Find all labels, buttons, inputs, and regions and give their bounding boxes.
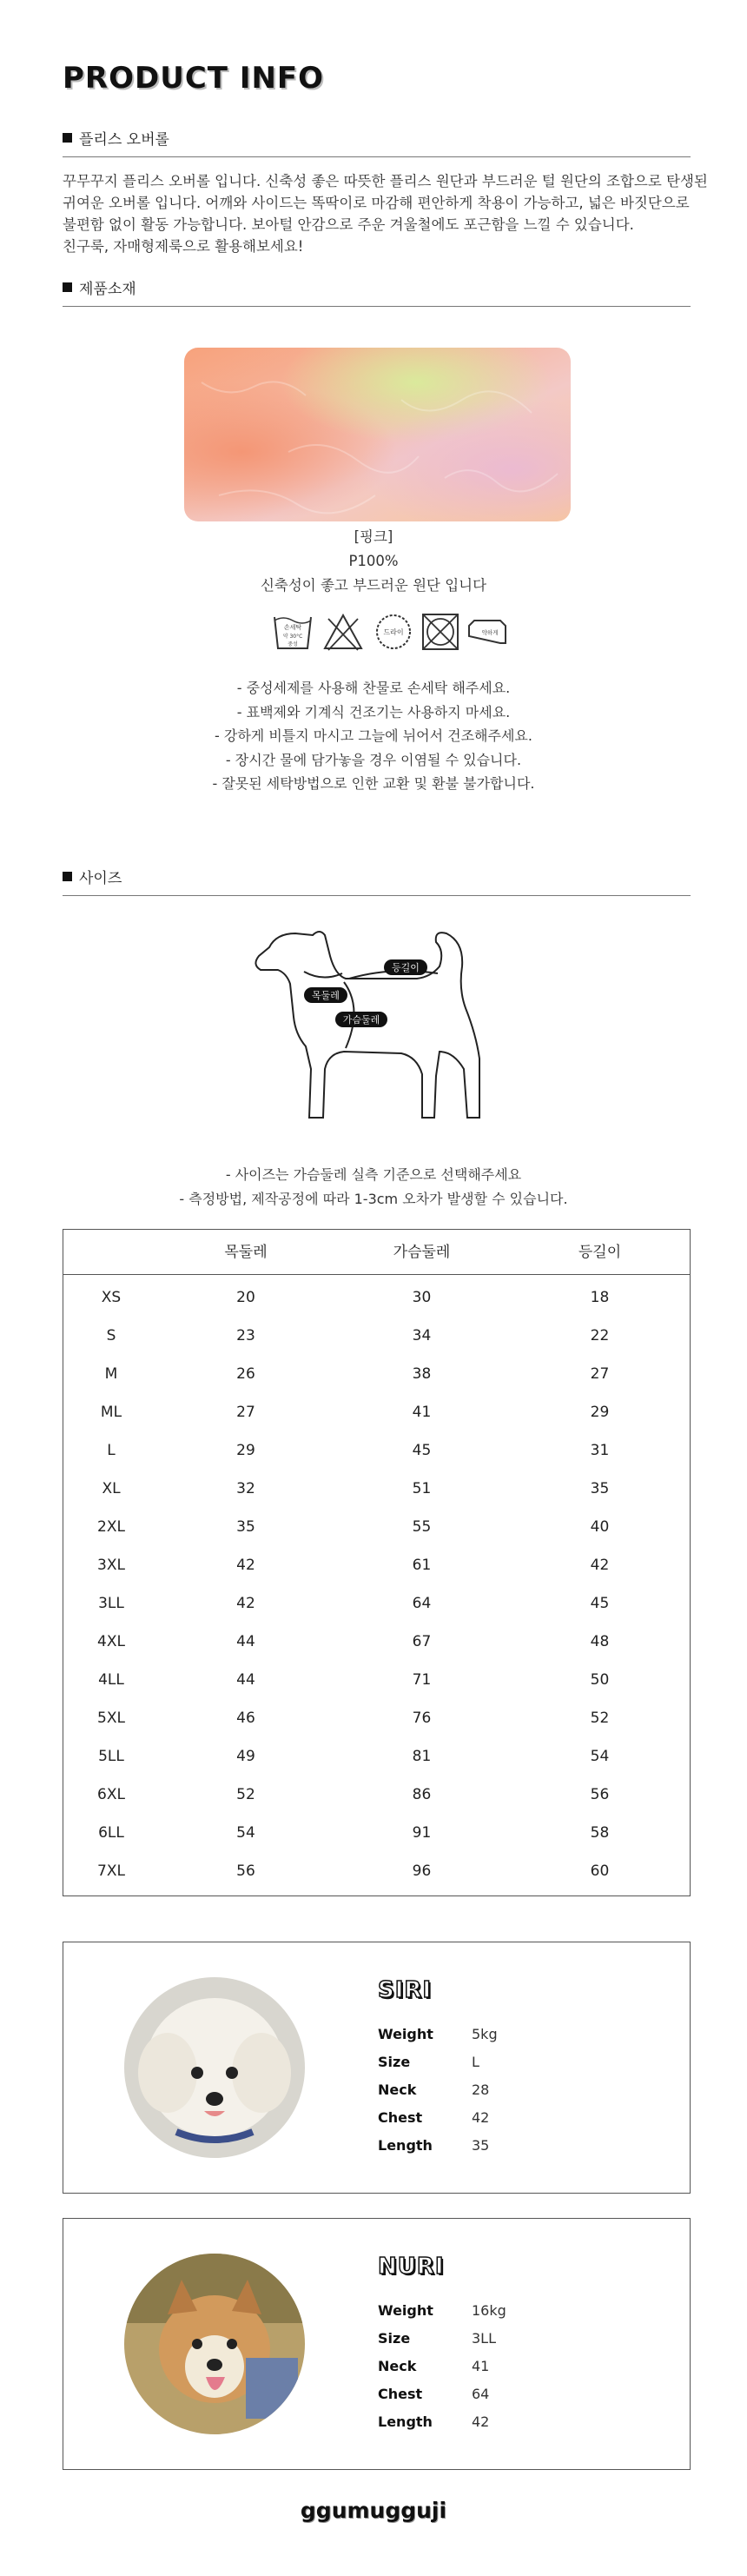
square-bullet-icon: [63, 282, 72, 292]
value-cell: 61: [412, 1557, 432, 1574]
spec-key: Size: [378, 2330, 411, 2347]
value-cell: 40: [590, 1518, 610, 1536]
care-note: - 중성세제를 사용해 찬물로 손세탁 해주세요.: [236, 680, 511, 696]
spec-row: [378, 2413, 569, 2433]
value-cell: 44: [236, 1671, 255, 1689]
square-bullet-icon: [63, 872, 72, 881]
section-heading-label: 제품소재: [79, 281, 136, 298]
value-cell: 42: [590, 1557, 610, 1574]
product-description: [63, 170, 708, 257]
section-heading-label: 사이즈: [79, 870, 122, 887]
section-heading-size: [63, 866, 122, 887]
table-row: [63, 1278, 690, 1317]
section-heading-material: [63, 276, 136, 298]
fabric-feature: 신축성이 좋고 부드러운 원단 입니다: [260, 577, 487, 594]
square-bullet-icon: [63, 133, 72, 143]
size-cell: M: [104, 1365, 118, 1383]
spec-key: Neck: [378, 2081, 417, 2098]
spec-key: Size: [378, 2054, 411, 2070]
spec-value: 64: [472, 2386, 490, 2402]
dry-clean-icon: [372, 610, 415, 654]
care-notes: [0, 676, 747, 796]
header-cell: 목둘레: [224, 1244, 268, 1261]
spec-value: L: [472, 2054, 479, 2070]
care-note: - 강하게 비틀지 마시고 그늘에 뉘어서 건조해주세요.: [215, 727, 532, 744]
value-cell: 71: [412, 1671, 432, 1689]
value-cell: 86: [412, 1786, 432, 1803]
spec-key: Weight: [378, 2302, 433, 2319]
value-cell: 67: [412, 1633, 432, 1650]
value-cell: 23: [236, 1327, 255, 1344]
divider: [63, 895, 691, 896]
table-row: [63, 1776, 690, 1814]
page-title: PRODUCT INFO: [63, 61, 325, 96]
value-cell: 22: [590, 1327, 610, 1344]
spec-row: [378, 2358, 569, 2377]
model-name: NURI: [378, 2254, 445, 2280]
spec-key: Neck: [378, 2358, 417, 2374]
size-cell: 6LL: [98, 1824, 124, 1842]
table-row: [63, 1623, 690, 1661]
size-cell: 5XL: [97, 1710, 125, 1727]
table-header: [63, 1230, 690, 1275]
value-cell: 81: [412, 1748, 432, 1765]
no-bleach-icon: [321, 610, 365, 654]
detergent-text: 중성: [288, 641, 298, 647]
table-row: [63, 1737, 690, 1776]
divider: [63, 306, 691, 307]
value-cell: 27: [236, 1404, 255, 1421]
dog-photo: [124, 1977, 305, 2158]
spec-value: 41: [472, 2358, 490, 2374]
spec-value: 5kg: [472, 2026, 498, 2042]
value-cell: 56: [590, 1786, 610, 1803]
size-cell: 7XL: [97, 1862, 125, 1880]
value-cell: 20: [236, 1289, 255, 1306]
size-cell: 2XL: [97, 1518, 125, 1536]
value-cell: 56: [236, 1862, 255, 1880]
iron-low-icon: [466, 610, 509, 654]
section-heading-label: 플리스 오버롤: [79, 131, 169, 149]
spec-key: Weight: [378, 2026, 433, 2042]
size-cell: 3LL: [98, 1595, 124, 1612]
material-info: [0, 525, 747, 598]
model-name: SIRI: [378, 1977, 433, 2003]
value-cell: 34: [412, 1327, 432, 1344]
table-row: [63, 1317, 690, 1355]
spec-value: 16kg: [472, 2302, 506, 2319]
size-cell: S: [106, 1327, 116, 1344]
value-cell: 27: [590, 1365, 610, 1383]
value-cell: 76: [412, 1710, 432, 1727]
spec-row: [378, 2330, 569, 2349]
description-line: 불편함 없이 활동 가능합니다. 보아털 안감으로 주운 겨울철에도 포근함을 느낄 수 있습니다.: [63, 216, 634, 233]
value-cell: 18: [590, 1289, 610, 1306]
table-row: [63, 1470, 690, 1508]
brand-logo: ggumugguji: [300, 2498, 447, 2523]
composition: P100%: [348, 553, 399, 569]
size-note: - 사이즈는 가슴둘레 실측 기준으로 선택해주세요: [225, 1166, 522, 1183]
spec-value: 3LL: [472, 2330, 497, 2347]
spec-row: [378, 2386, 569, 2405]
value-cell: 35: [590, 1480, 610, 1497]
care-note: - 잘못된 세탁방법으로 인한 교환 및 환불 불가합니다.: [212, 775, 535, 792]
care-note: - 장시간 물에 담가놓을 경우 이염될 수 있습니다.: [225, 751, 522, 768]
value-cell: 41: [412, 1404, 432, 1421]
dry-text: 드라이: [383, 628, 404, 636]
table-row: [63, 1814, 690, 1852]
value-cell: 31: [590, 1442, 610, 1459]
table-row: [63, 1699, 690, 1737]
value-cell: 29: [590, 1404, 610, 1421]
size-cell: 4LL: [98, 1671, 124, 1689]
value-cell: 42: [236, 1595, 255, 1612]
chest-label: 가슴둘레: [342, 1014, 380, 1026]
section-heading-product: [63, 127, 169, 149]
value-cell: 50: [590, 1671, 610, 1689]
size-cell: 6XL: [97, 1786, 125, 1803]
neck-label: 목둘레: [312, 990, 340, 1001]
table-row: [63, 1584, 690, 1623]
header-cell: 등길이: [578, 1244, 622, 1261]
table-row: [63, 1508, 690, 1546]
value-cell: 54: [236, 1824, 255, 1842]
value-cell: 48: [590, 1633, 610, 1650]
description-line: 친구룩, 자매형제룩으로 활용해보세요!: [63, 238, 304, 255]
value-cell: 51: [412, 1480, 432, 1497]
size-notes: [0, 1163, 747, 1212]
care-note: - 표백제와 기계식 건조기는 사용하지 마세요.: [236, 703, 511, 720]
spec-value: 28: [472, 2081, 490, 2098]
value-cell: 38: [412, 1365, 432, 1383]
value-cell: 45: [412, 1442, 432, 1459]
table-row: [63, 1355, 690, 1393]
spec-row: [378, 2302, 569, 2321]
size-note: - 측정방법, 제작공정에 따라 1-3cm 오차가 발생할 수 있습니다.: [179, 1191, 568, 1207]
value-cell: 91: [412, 1824, 432, 1842]
value-cell: 49: [236, 1748, 255, 1765]
back-label: 등길이: [392, 962, 420, 973]
size-table: [63, 1229, 691, 1896]
hand-wash-icon: [271, 610, 314, 654]
spec-row: [378, 2109, 569, 2128]
value-cell: 52: [236, 1786, 255, 1803]
value-cell: 42: [236, 1557, 255, 1574]
spec-key: Chest: [378, 2386, 423, 2402]
description-line: 꾸무꾸지 플리스 오버롤 입니다. 신축성 좋은 따뜻한 플리스 원단과 부드러운 털 원단의 조합으로 탄생된: [63, 173, 708, 189]
value-cell: 60: [590, 1862, 610, 1880]
dog-photo: [124, 2254, 305, 2434]
value-cell: 64: [412, 1595, 432, 1612]
description-line: 귀여운 오버롤 입니다. 어깨와 사이드는 똑딱이로 마감해 편안하게 착용이 가능하고, 넓은 바짓단으로: [63, 195, 690, 211]
header-cell: 가슴둘레: [393, 1244, 451, 1261]
value-cell: 54: [590, 1748, 610, 1765]
spec-value: 42: [472, 2413, 490, 2430]
value-cell: 26: [236, 1365, 255, 1383]
value-cell: 44: [236, 1633, 255, 1650]
value-cell: 96: [412, 1862, 432, 1880]
dog-measurement-diagram: [252, 921, 504, 1147]
table-row: [63, 1661, 690, 1699]
model-card-siri: [63, 1942, 691, 2194]
spec-row: [378, 2137, 569, 2156]
value-cell: 46: [236, 1710, 255, 1727]
size-cell: XL: [102, 1480, 121, 1497]
value-cell: 32: [236, 1480, 255, 1497]
color-name: [핑크]: [354, 528, 393, 545]
size-cell: 4XL: [97, 1633, 125, 1650]
model-card-nuri: [63, 2218, 691, 2470]
no-tumble-dry-icon: [419, 610, 462, 654]
fabric-swatch-image: [184, 348, 571, 521]
value-cell: 35: [236, 1518, 255, 1536]
value-cell: 30: [412, 1289, 432, 1306]
size-cell: L: [107, 1442, 116, 1459]
spec-row: [378, 2081, 569, 2101]
value-cell: 29: [236, 1442, 255, 1459]
spec-row: [378, 2026, 569, 2045]
table-row: [63, 1431, 690, 1470]
spec-key: Length: [378, 2137, 433, 2154]
value-cell: 52: [590, 1710, 610, 1727]
size-cell: XS: [101, 1289, 122, 1306]
table-row: [63, 1546, 690, 1584]
iron-text: 약하게: [481, 629, 499, 636]
size-cell: 5LL: [98, 1748, 124, 1765]
spec-row: [378, 2054, 569, 2073]
value-cell: 45: [590, 1595, 610, 1612]
spec-value: 35: [472, 2137, 490, 2154]
spec-key: Chest: [378, 2109, 423, 2126]
table-row: [63, 1393, 690, 1431]
size-cell: 3XL: [97, 1557, 125, 1574]
value-cell: 58: [590, 1824, 610, 1842]
spec-key: Length: [378, 2413, 433, 2430]
table-row: [63, 1852, 690, 1890]
temp-text: 약 30°C: [282, 634, 303, 640]
value-cell: 55: [412, 1518, 432, 1536]
divider: [63, 156, 691, 157]
spec-value: 42: [472, 2109, 490, 2126]
wash-text: 손세탁: [283, 624, 302, 631]
size-cell: ML: [100, 1404, 122, 1421]
